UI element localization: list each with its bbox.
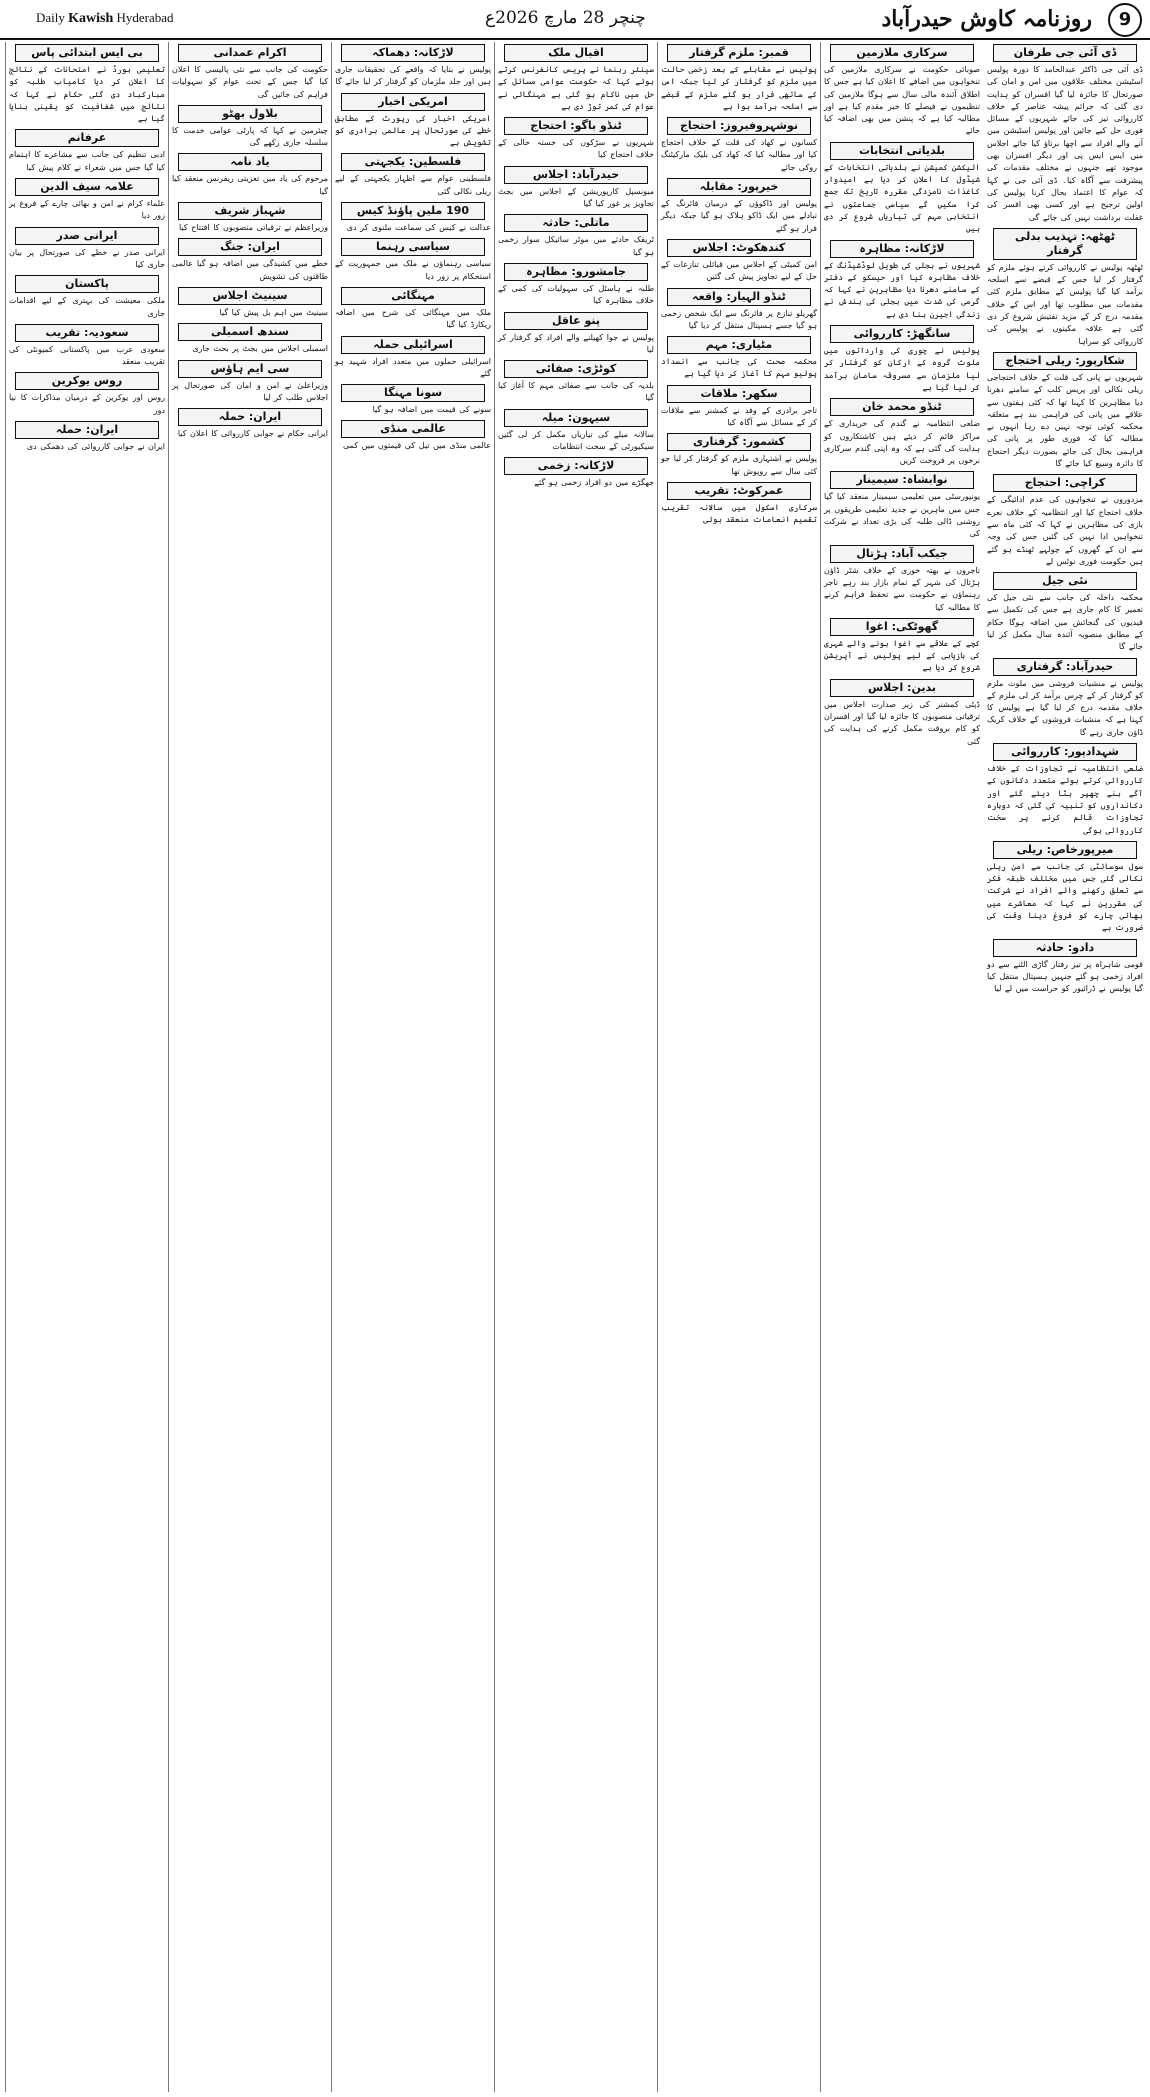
story-headline: نوابشاہ: سیمینار — [830, 471, 974, 489]
paper-name-english-prefix: Daily — [36, 10, 65, 25]
story-headline: کوٹڑی: صفائی — [504, 360, 648, 378]
story-body: چیئرمین نے کہا کہ پارٹی عوامی خدمت کا سلسلہ جاری رکھے گی — [172, 125, 328, 148]
story-body: فلسطینی عوام سے اظہار یکجہتی کے لیے ریلی نکالی گئی — [335, 174, 491, 196]
story-headline: کشمور: گرفتاری — [667, 433, 811, 451]
news-story — [987, 743, 1143, 837]
news-story — [9, 324, 165, 369]
news-story — [987, 939, 1143, 996]
story-headline: ڈی آئی جی طرفان — [993, 44, 1137, 62]
news-column — [494, 42, 657, 2092]
story-body: پولیس نے مقابلے کے بعد زخمی حالت میں ملزم کو گرفتار کر لیا جبکہ اس کے ساتھی فرار ہو گئے ملزم کے قبضے سے اسلحہ برآمد ہوا ہے — [661, 65, 817, 111]
paper-name-english-city: Hyderabad — [116, 10, 174, 25]
story-headline: عالمی منڈی — [341, 420, 485, 438]
news-story — [335, 44, 491, 89]
news-story — [335, 93, 491, 150]
story-body: پولیس نے اشتہاری ملزم کو گرفتار کر لیا جو کئی سال سے روپوش تھا — [661, 454, 817, 476]
news-story — [661, 385, 817, 430]
story-headline: شہدادپور: کارروائی — [993, 743, 1137, 761]
news-column — [168, 42, 331, 2092]
news-story — [172, 202, 328, 234]
news-story — [9, 372, 165, 417]
story-body: سول سوسائٹی کی جانب سے امن ریلی نکالی گئی جس میں مختلف طبقہ فکر سے تعلق رکھنے والے افراد نے شرکت کی مقررین نے کہا کہ معاشرے میں بھائی چارے کو فروغ دینا وقت کی ضرورت ہے — [987, 861, 1143, 933]
story-body: روس اور یوکرین کے درمیان مذاکرات کا نیا دور — [9, 393, 165, 415]
story-headline: علامہ سیف الدین — [15, 178, 159, 196]
story-headline: سیاسی رہنما — [341, 238, 485, 256]
story-headline: بلاول بھٹو — [178, 105, 322, 123]
news-story — [498, 44, 654, 113]
story-headline: ایرانی صدر — [15, 227, 159, 245]
story-headline: جامشورو: مظاہرہ — [504, 263, 648, 281]
story-headline: نئی جیل — [993, 572, 1137, 590]
news-story — [172, 287, 328, 319]
story-headline: سینیٹ اجلاس — [178, 287, 322, 305]
story-body: سونے کی قیمت میں اضافہ ہو گیا — [372, 405, 491, 415]
story-headline: سعودیہ: تقریب — [15, 324, 159, 342]
paper-name-urdu: روزنامہ کاوش حیدرآباد — [881, 6, 1092, 32]
story-body: میونسپل کارپوریشن کے اجلاس میں بجٹ تجاویز پر غور کیا گیا — [498, 186, 654, 209]
story-body: یونیورسٹی میں تعلیمی سیمینار منعقد کیا گیا جس میں ماہرین نے جدید تعلیمی طریقوں پر روشنی ڈالی طلبہ کی بڑی تعداد نے شرکت کی — [824, 492, 980, 539]
story-headline: گھوٹکی: اغوا — [830, 618, 974, 636]
news-story — [987, 572, 1143, 653]
story-body: کسانوں نے کھاد کی قلت کے خلاف احتجاج کیا اور مطالبہ کیا کہ کھاد کی بلیک مارکیٹنگ روکی جائے — [661, 138, 817, 172]
news-story — [661, 117, 817, 174]
story-headline: ایران: حملہ — [178, 408, 322, 426]
news-story — [661, 288, 817, 333]
news-story — [172, 105, 328, 150]
story-body: حکومت کی جانب سے نئی پالیسی کا اعلان کیا گیا جس کے تحت عوام کو سہولیات فراہم کی جائیں گی — [172, 65, 328, 99]
story-body: امن کمیٹی کے اجلاس میں قبائلی تنازعات کے حل کے لیے تجاویز پیش کی گئیں — [661, 259, 817, 282]
story-headline: یاد نامہ — [178, 153, 322, 171]
story-body: طلبہ نے ہاسٹل کی سہولیات کی کمی کے خلاف مظاہرہ کیا — [498, 283, 654, 306]
story-headline: سیہون: میلہ — [504, 409, 648, 427]
news-story — [335, 420, 491, 452]
story-headline: پاکستان — [15, 275, 159, 293]
story-headline: ایران: جنگ — [178, 238, 322, 256]
story-headline: عمرکوٹ: تقریب — [667, 482, 811, 500]
story-body: وزیراعلیٰ نے امن و امان کی صورتحال پر اجلاس طلب کر لیا — [172, 380, 328, 402]
news-story — [498, 409, 654, 454]
news-story — [824, 545, 980, 614]
news-story — [498, 263, 654, 308]
story-body: مزدوروں نے تنخواہوں کی عدم ادائیگی کے خلاف احتجاج کیا اور انتظامیہ کے خلاف نعرے بازی کی مظاہرین نے کہا کہ کئی ماہ سے تنخواہیں ادا نہیں کی گئیں جس کی وجہ سے ان کے گھروں کے چولہے ٹھنڈے ہو گئے ہیں حکومت فوری نوٹس لے — [987, 495, 1143, 566]
story-body: ملکی معیشت کی بہتری کے لیے اقدامات جاری — [9, 296, 165, 318]
story-body: سرکاری اسکول میں سالانہ تقریب تقسیم انعامات منعقد ہوئی — [661, 502, 817, 525]
news-story — [9, 421, 165, 453]
story-headline: نوشہروفیروز: احتجاج — [667, 117, 811, 135]
news-story — [661, 239, 817, 284]
story-headline: سرکاری ملازمین — [830, 44, 974, 62]
news-story — [824, 142, 980, 236]
news-story — [661, 178, 817, 235]
story-body: اسمبلی اجلاس میں بجٹ پر بحث جاری — [192, 344, 328, 354]
news-story — [9, 44, 165, 125]
story-headline: سی ایم ہاؤس — [178, 360, 322, 378]
story-body: ملک میں مہنگائی کی شرح میں اضافہ ریکارڈ کیا گیا — [335, 307, 491, 330]
story-headline: اسرائیلی حملہ — [341, 336, 485, 354]
story-body: اسرائیلی حملوں میں متعدد افراد شہید ہو گئے — [335, 356, 491, 378]
story-body: تعلیمی بورڈ نے امتحانات کے نتائج کا اعلان کر دیا کامیاب طلبہ کو مبارکباد دی گئی حکام نے کہا کہ نتائج میں شفافیت کو یقینی بنایا گیا ہے — [9, 65, 165, 124]
story-headline: عرفانم — [15, 129, 159, 147]
news-story — [824, 325, 980, 394]
paper-name-english-bold: Kawish — [68, 11, 114, 26]
news-story — [335, 153, 491, 198]
story-headline: قمبر: ملزم گرفتار — [667, 44, 811, 62]
news-column — [820, 42, 983, 2092]
news-story — [824, 471, 980, 540]
story-headline: پنو عاقل — [504, 312, 648, 330]
story-body: تاجروں نے بھتہ خوری کے خلاف شٹر ڈاؤن ہڑتال کی شہر کے تمام بازار بند رہے تاجر رہنماؤں نے حکومت سے تحفظ فراہم کرنے کا مطالبہ کیا — [824, 565, 980, 612]
story-body: گھریلو تنازع پر فائرنگ سے ایک شخص زخمی ہو گیا جسے ہسپتال منتقل کر دیا گیا — [661, 308, 817, 330]
story-body: سینیٹ میں اہم بل پیش کیا گیا — [219, 307, 328, 317]
story-headline: مہنگائی — [341, 287, 485, 305]
story-body: جھگڑے میں دو افراد زخمی ہو گئے — [534, 478, 654, 488]
story-headline: روس یوکرین — [15, 372, 159, 390]
news-story — [987, 841, 1143, 935]
story-body: صوبائی حکومت نے سرکاری ملازمین کی تنخواہوں میں اضافے کا اعلان کیا ہے جس کا اطلاق آئندہ مالی سال سے ہوگا ملازمین کی تنظیموں نے فیصلے کا خیر مقدم کیا ہے اور مطالبہ کیا ہے کہ پنشن میں بھی اضافہ کیا جائے — [824, 65, 980, 136]
news-story — [172, 408, 328, 440]
story-body: ڈی آئی جی ڈاکٹر عبدالحامد کا دورہ پولیس اسٹیشن مختلف علاقوں میں امن و امان کی صورتحال کا جائزہ لیا گیا افسران کو ہدایت دی گئی کہ جرائم پیشہ عناصر کے خلاف کارروائی تیز کی جائے شہریوں کے مسائل فوری حل کیے جائیں اور پولیس اسٹیشن میں آنے والے افراد سے اچھا برتاؤ کیا جائے اجلاس میں ایس ایس پی اور دیگر افسران بھی موجود تھے جنہوں نے مختلف مقدمات کی پیشرفت سے آگاہ کیا۔ ڈی آئی جی نے کہا کہ عوام کا اعتماد بحال کرنا پولیس کی اولین ترجیح ہے اور کسی بھی افسر کی غفلت برداشت نہیں کی جائے گی — [987, 65, 1143, 222]
story-body: کچے کے علاقے سے اغوا ہونے والے شہری کی بازیابی کے لیے پولیس نے آپریشن شروع کر دیا ہے — [824, 638, 980, 673]
story-headline: ٹنڈو الہیار: واقعہ — [667, 288, 811, 306]
story-body: پولیس نے منشیات فروشی میں ملوث ملزم کو گرفتار کر کے چرس برآمد کر لی ملزم کے خلاف مقدمہ درج کر لیا گیا ہے پولیس کا کہنا ہے کہ منشیات فروشوں کے خلاف کریک ڈاؤن جاری رہے گا — [987, 678, 1143, 737]
news-story — [172, 153, 328, 198]
story-headline: حیدرآباد: گرفتاری — [993, 658, 1137, 676]
story-headline: ٹنڈو باگو: احتجاج — [504, 117, 648, 135]
story-body: پولیس اور ڈاکوؤں کے درمیان فائرنگ کے تبادلے میں ایک ڈاکو ہلاک ہو گیا جبکہ دیگر فرار ہو گئے — [661, 199, 817, 233]
story-headline: ٹھٹھہ: تہذیب بدلی گرفتار — [993, 228, 1137, 260]
news-story — [824, 398, 980, 467]
story-body: پولیس نے جوا کھیلنے والے افراد کو گرفتار کر لیا — [498, 332, 654, 354]
story-body: شہریوں نے پانی کی قلت کے خلاف احتجاجی ریلی نکالی اور پریس کلب کے سامنے دھرنا دیا مظاہرین کا کہنا تھا کہ کئی ہفتوں سے علاقے میں پانی کی فراہمی بند ہے متعلقہ محکمہ کوئی توجہ نہیں دے رہا انہوں نے مطالبہ کیا کہ فوری طور پر پانی کی فراہمی بحال کی جائے بصورت دیگر احتجاج کا دائرہ وسیع کیا جائے گا — [987, 372, 1143, 469]
news-story — [9, 178, 165, 223]
story-headline: جیکب آباد: ہڑتال — [830, 545, 974, 563]
news-story — [9, 227, 165, 272]
news-story — [498, 117, 654, 162]
story-body: سعودی عرب میں پاکستانی کمیونٹی کی تقریب منعقد — [9, 344, 165, 367]
story-headline: لاڑکانہ: دھماکہ — [341, 44, 485, 62]
story-body: مرحوم کی یاد میں تعزیتی ریفرنس منعقد کیا گیا — [172, 174, 328, 196]
news-story — [987, 228, 1143, 348]
story-headline: شہباز شریف — [178, 202, 322, 220]
story-body: شہریوں نے بجلی کی طویل لوڈشیڈنگ کے خلاف مظاہرہ کیا اور حیسکو کے دفتر کے سامنے دھرنا دیا مظاہرین نے کہا کہ گرمی کی شدت میں بجلی کی بندش نے زندگی اجیرن بنا دی ہے — [824, 260, 980, 319]
news-story — [335, 287, 491, 332]
news-story — [335, 202, 491, 234]
story-headline: فلسطین: یکجہتی — [341, 153, 485, 171]
news-story — [498, 166, 654, 211]
story-headline: ٹنڈو محمد خان — [830, 398, 974, 416]
story-body: ڈپٹی کمشنر کی زیر صدارت اجلاس میں ترقیاتی منصوبوں کا جائزہ لیا گیا اور افسران کو کام بروقت مکمل کرنے کی ہدایت کی گئی — [824, 699, 980, 746]
news-story — [335, 384, 491, 416]
paper-name-english — [36, 10, 174, 27]
story-body: علماء کرام نے امن و بھائی چارے کے فروغ پر زور دیا — [9, 199, 165, 221]
story-body: ایران نے جوابی کارروائی کی دھمکی دی — [26, 442, 165, 452]
news-story — [824, 240, 980, 321]
news-story — [987, 352, 1143, 470]
story-body: ٹھٹھہ پولیس نے کارروائی کرتے ہوئے ملزم کو گرفتار کر لیا جس کے قبضے سے اسلحہ برآمد کیا گیا پولیس کے مطابق ملزم کئی مقدمات میں مطلوب تھا اور اس کے خلاف مقدمہ درج کر کے مزید تفتیش شروع کر دی گئی ہے علاقہ مکینوں نے پولیس کی کارروائی کو سراہا — [987, 262, 1143, 346]
story-body: امریکی اخبار کی رپورٹ کے مطابق خطے کی صورتحال پر عالمی برادری کو تشویش ہے — [335, 113, 491, 148]
story-body: ایرانی حکام نے جوابی کارروائی کا اعلان کیا — [177, 429, 328, 439]
story-headline: ماتلی: حادثہ — [504, 214, 648, 232]
masthead — [0, 0, 1150, 40]
news-story — [498, 360, 654, 405]
story-headline: سونا مہنگا — [341, 384, 485, 402]
story-body: قومی شاہراہ پر تیز رفتار گاڑی الٹنے سے دو افراد زخمی ہو گئے جنہیں ہسپتال منتقل کیا گیا پولیس نے ڈرائیور کو حراست میں لے لیا — [987, 959, 1143, 994]
story-headline: لاڑکانہ: مظاہرہ — [830, 240, 974, 258]
story-headline: لاڑکانہ: زخمی — [504, 457, 648, 475]
story-headline: خیرپور: مقابلہ — [667, 178, 811, 196]
story-body: پولیس نے چوری کی وارداتوں میں ملوث گروہ کے ارکان کو گرفتار کر لیا ملزمان سے مسروقہ سامان برآمد کر لیا گیا ہے — [824, 346, 980, 392]
news-story — [172, 238, 328, 283]
story-headline: ایران: حملہ — [15, 421, 159, 439]
story-headline: کراچی: احتجاج — [993, 474, 1137, 492]
news-story — [987, 658, 1143, 739]
story-body: سالانہ میلے کی تیاریاں مکمل کر لی گئیں سیکیورٹی کے سخت انتظامات — [498, 429, 654, 452]
news-story — [661, 482, 817, 527]
story-headline: بدین: اجلاس — [830, 679, 974, 697]
story-headline: بی ایس ابتدائی پاس — [15, 44, 159, 62]
story-body: ضلعی انتظامیہ نے تجاوزات کے خلاف کارروائی کرتے ہوئے متعدد دکانوں کے آگے بنے چھپر ہٹا دیئے گئے اور دکانداروں کو تنبیہ کی گئی کہ دوبارہ تجاوزات قائم کرنے پر سخت کارروائی ہوگی — [987, 764, 1143, 835]
news-story — [335, 336, 491, 381]
story-body: پولیس نے بتایا کہ واقعے کی تحقیقات جاری ہیں اور جلد ملزمان کو گرفتار کر لیا جائے گا — [335, 65, 491, 87]
story-body: ضلعی انتظامیہ نے گندم کی خریداری کے مراکز قائم کر دیئے ہیں کاشتکاروں کو ہدایت کی گئی ہے کہ وہ اپنی گندم سرکاری نرخوں پر فروخت کریں — [824, 419, 980, 466]
story-body: بلدیہ کی جانب سے صفائی مہم کا آغاز کیا گیا — [498, 381, 654, 403]
story-headline: سانگھڑ: کارروائی — [830, 325, 974, 343]
page-number-badge: 9 — [1108, 3, 1142, 37]
story-body: الیکشن کمیشن نے بلدیاتی انتخابات کے شیڈول کا اعلان کر دیا ہے امیدوار کاغذات نامزدگی مقررہ تاریخ تک جمع کرا سکیں گے سیاسی جماعتوں نے انتخابی مہم کی تیاریاں شروع کر دی ہیں — [824, 162, 980, 234]
story-body: محکمہ داخلہ کی جانب سے نئی جیل کی تعمیر کا کام جاری ہے جس کی تکمیل سے قیدیوں کی گنجائش میں اضافہ ہوگا حکام کے مطابق منصوبہ آئندہ سال مکمل کر لیا جائے گا — [987, 593, 1143, 652]
story-headline: شکارپور: ریلی احتجاج — [993, 352, 1137, 370]
story-body: محکمہ صحت کی جانب سے انسداد پولیو مہم کا آغاز کر دیا گیا ہے — [661, 357, 817, 379]
news-story — [172, 44, 328, 101]
news-story — [661, 433, 817, 478]
story-headline: اکرام عمدانی — [178, 44, 322, 62]
issue-date: چنچر 28 مارچ 2026ع — [485, 8, 646, 28]
story-headline: میرپورخاص: ریلی — [993, 841, 1137, 859]
story-headline: حیدرآباد: اجلاس — [504, 166, 648, 184]
story-headline: سندھ اسمبلی — [178, 323, 322, 341]
story-body: ادبی تنظیم کی جانب سے مشاعرے کا اہتمام کیا گیا جس میں شعراء نے کلام پیش کیا — [9, 150, 165, 172]
story-body: سینئر رہنما نے پریس کانفرنس کرتے ہوئے کہا کہ حکومت عوامی مسائل کے حل میں ناکام ہو گئی ہے مہنگائی نے عوام کی کمر توڑ دی ہے — [498, 65, 654, 111]
news-column — [5, 42, 168, 2092]
news-story — [661, 44, 817, 113]
story-headline: کندھکوٹ: اجلاس — [667, 239, 811, 257]
story-body: سیاسی رہنماؤں نے ملک میں جمہوریت کے استحکام پر زور دیا — [335, 259, 491, 281]
news-story — [824, 44, 980, 138]
story-body: خطے میں کشیدگی میں اضافہ ہو گیا عالمی طاقتوں کی تشویش — [172, 259, 328, 281]
news-story — [9, 275, 165, 320]
story-body: وزیراعظم نے ترقیاتی منصوبوں کا افتتاح کیا — [178, 223, 328, 233]
story-headline: دادو: حادثہ — [993, 939, 1137, 957]
story-body: ٹریفک حادثے میں موٹر سائیکل سوار زخمی ہو گیا — [498, 235, 654, 257]
story-headline: مٹیاری: مہم — [667, 336, 811, 354]
news-story — [172, 360, 328, 405]
story-headline: اقبال ملک — [504, 44, 648, 62]
story-headline: 190 ملین پاؤنڈ کیس — [341, 202, 485, 220]
news-story — [987, 44, 1143, 224]
story-body: ایرانی صدر نے خطے کی صورتحال پر بیان جاری کیا — [9, 247, 165, 269]
story-headline: سکھر: ملاقات — [667, 385, 811, 403]
story-body: عالمی منڈی میں تیل کی قیمتوں میں کمی — [342, 441, 491, 451]
news-story — [661, 336, 817, 381]
news-column — [657, 42, 820, 2092]
news-story — [498, 312, 654, 357]
news-story — [498, 214, 654, 259]
story-body: شہریوں نے سڑکوں کی خستہ حالی کے خلاف احتجاج کیا — [498, 138, 654, 160]
news-story — [824, 618, 980, 675]
news-story — [335, 238, 491, 283]
news-story — [498, 457, 654, 489]
news-columns — [4, 42, 1146, 2092]
news-story — [987, 474, 1143, 568]
story-body: تاجر برادری کے وفد نے کمشنر سے ملاقات کر کے مسائل سے آگاہ کیا — [661, 405, 817, 428]
news-column — [984, 42, 1146, 2092]
story-body: عدالت نے کیس کی سماعت ملتوی کر دی — [346, 223, 491, 233]
story-headline: بلدیاتی انتخابات — [830, 142, 974, 160]
news-story — [9, 129, 165, 174]
story-headline: امریکی اخبار — [341, 93, 485, 111]
news-story — [824, 679, 980, 748]
news-story — [172, 323, 328, 355]
news-column — [331, 42, 494, 2092]
